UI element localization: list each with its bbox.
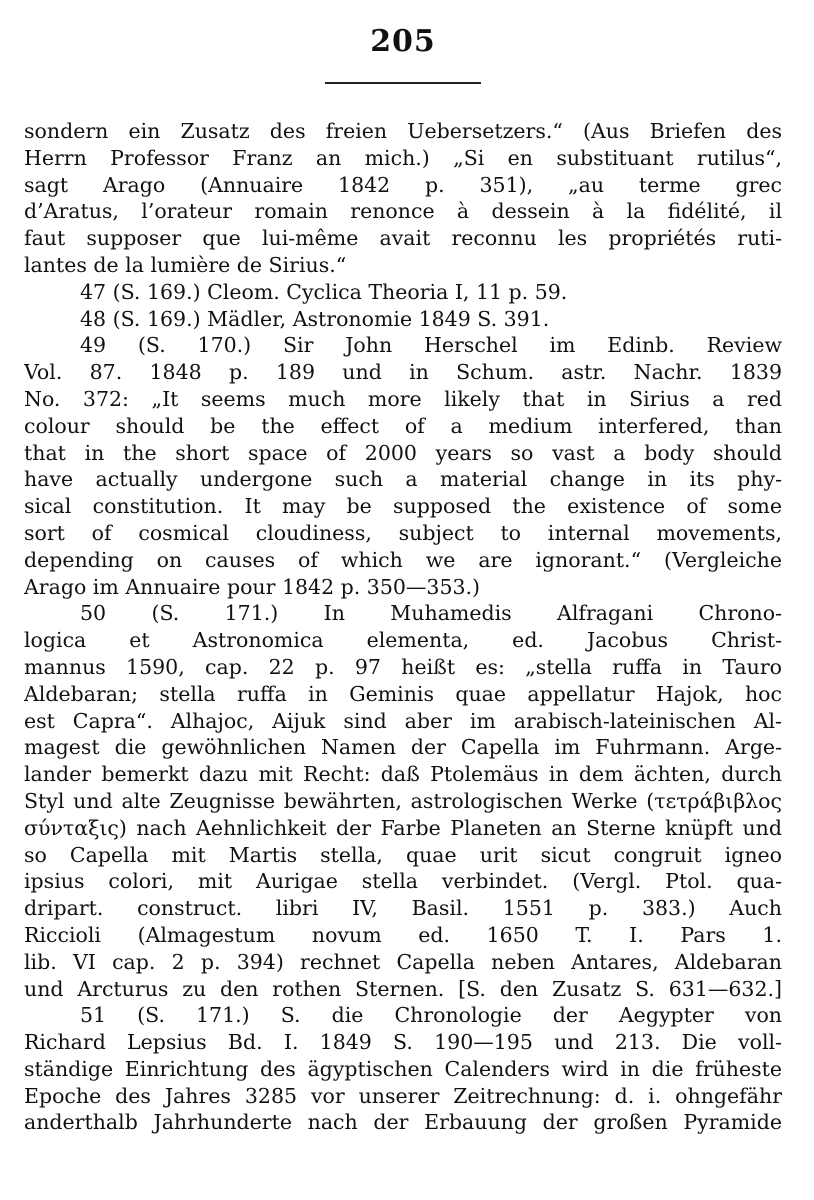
text-line: und Arcturus zu den rothen Sternen. [S. den Zusatz S. 631—632.] [24, 976, 782, 1001]
text-line: No. 372: „It seems much more likely that in Sirius a red [24, 386, 782, 411]
text-line: Vol. 87. 1848 p. 189 und in Schum. astr. Nachr. 1839 [24, 360, 782, 385]
text-line: sondern ein Zusatz des freien Uebersetzers.“ (Aus Briefen des [24, 119, 782, 143]
text-line: so Capella mit Martis stella, quae urit sicut congruit igneo [24, 842, 782, 867]
text-line: colour should be the effect of a medium interfered, than [24, 413, 782, 438]
text-line: est Capra“. Alhajoc, Aijuk sind aber im arabisch-lateinischen Al- [24, 708, 782, 733]
note-47: 47 (S. 169.) Cleom. Cyclica Theoria I, 11 p. 59. [80, 279, 568, 304]
text-line: Arago im Annuaire pour 1842 p. 350—353.) [24, 574, 481, 599]
text-line: Epoche des Jahres 3285 vor unserer Zeitrechnung: d. i. ohngefähr [24, 1083, 782, 1108]
text-line: ständige Einrichtung des ägyptischen Calenders wird in die früheste [24, 1056, 782, 1081]
text-line: anderthalb Jahrhunderte nach der Erbauung der großen Pyramide [24, 1110, 782, 1135]
note-51: 51 (S. 171.) S. die Chronologie der Aegypter von [80, 1003, 782, 1028]
header-rule [325, 82, 481, 84]
text-line: sagt Arago (Annuaire 1842 p. 351), „au terme grec [24, 172, 782, 197]
text-line: lib. VI cap. 2 p. 394) rechnet Capella neben Antares, Aldebaran [24, 949, 782, 974]
text-line: sical constitution. It may be supposed the existence of some [24, 494, 782, 519]
page-number: 205 [370, 24, 436, 59]
text-line: faut supposer que lui-même avait reconnu les propriétés ruti- [24, 226, 782, 251]
page-body [24, 118, 782, 1136]
text-line: Styl und alte Zeugnisse bewährten, astrologischen Werke (τετράβιβλος [24, 788, 782, 813]
text-line: mannus 1590, cap. 22 p. 97 heißt es: „stella ruffa in Tauro [24, 654, 782, 679]
text-line: lantes de la lumière de Sirius.“ [24, 252, 347, 277]
text-line: that in the short space of 2000 years so vast a body should [24, 440, 782, 465]
text-line: Aldebaran; stella ruffa in Geminis quae appellatur Hajok, hoc [24, 681, 782, 706]
text-line: d’Aratus, l’orateur romain renonce à dessein à la fidélité, il [24, 199, 782, 224]
text-line: ipsius colori, mit Aurigae stella verbindet. (Vergl. Ptol. qua- [24, 869, 782, 894]
text-line: sort of cosmical cloudiness, subject to internal movements, [24, 520, 782, 545]
text-line: dripart. construct. libri IV, Basil. 1551 p. 383.) Auch [24, 896, 782, 921]
note-49: 49 (S. 170.) Sir John Herschel im Edinb. Review [80, 333, 782, 358]
text-line: depending on causes of which we are ignorant.“ (Vergleiche [24, 547, 782, 572]
note-48: 48 (S. 169.) Mädler, Astronomie 1849 S. 391. [80, 306, 550, 331]
text-line: lander bemerkt dazu mit Recht: daß Ptolemäus in dem ächten, durch [24, 762, 782, 787]
text-line: σύνταξις) nach Aehnlichkeit der Farbe Planeten an Sterne knüpft und [24, 815, 782, 840]
text-line: magest die gewöhnlichen Namen der Capella im Fuhrmann. Arge- [24, 735, 782, 760]
text-line: logica et Astronomica elementa, ed. Jacobus Christ- [24, 628, 782, 653]
note-50: 50 (S. 171.) In Muhamedis Alfragani Chrono- [80, 601, 782, 626]
text-line: have actually undergone such a material change in its phy- [24, 467, 782, 492]
text-line: Riccioli (Almagestum novum ed. 1650 T. I. Pars 1. [24, 922, 782, 947]
text-line: Richard Lepsius Bd. I. 1849 S. 190—195 und 213. Die voll- [24, 1030, 782, 1055]
text-line: Herrn Professor Franz an mich.) „Si en substituant rutilus“, [24, 145, 782, 170]
